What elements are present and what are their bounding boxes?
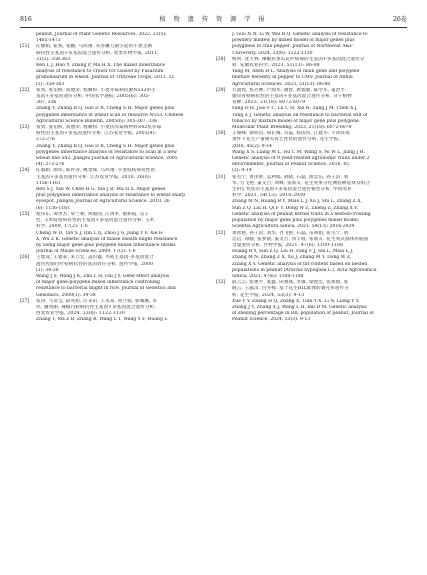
reference-number: [26] [20,255,30,261]
reference-line: 西北农业学报, 2024, 33(6): 1122-1130 [36,311,126,317]
reference-number: [21] [20,44,30,50]
reference-line: 主基因+多基因遗传分析. 江苏农业学报, 2010, 26(6): [36,174,152,180]
reference-line: mixture heredity in pepper to CMV. Journal of Anhui [232,75,353,81]
reference-line: environments. Journal of Peanut Science, 2016, 45 [232,162,350,168]
reference-number: [22] [20,87,30,93]
reference-entry [216,280,405,323]
reference-line: polygenes inheritance of wheat scab in resource N553. Chinese [36,112,184,118]
reference-entry [216,32,405,57]
reference-line: 生料汇性状的主基因+多基因混合遗传模型分析. 中国农业 [232,187,352,193]
reference-line: 王建设, 王建泰, 朱立宏, 盖钧镒. 水稻主基因-多基因混合 [36,255,154,261]
reference-line: 恺. 玉米纹枯病抗性的主基因+多基因混合遗传分析. 玉米 [36,218,155,224]
reference-entry [216,231,405,281]
reference-line: Sun Z Q, Liu H, Qi F Y, Dong W Z, Zheng Z, Zhang X Y. [232,205,359,211]
header-rule [20,27,407,28]
reference-line: wheat line S42. Jiangsu Journal of Agricultural Science, 2005 [36,156,178,162]
reference-line: 方敦煌, 焦芳婵, 卢灿华, 谢智, 唐骏敏, 陈学军, 董治平. [232,87,347,93]
reference-line: 1156-1161 [36,180,61,186]
page-number: 816 [20,16,32,23]
reference-line: 条件下花生产量相关农艺性状的遗传分析. 花生学报, [232,137,341,143]
reference-line: tobacco by mixture model of major gene plus polygene. [232,118,361,124]
reference-line: Zhang M N, Huang B Y, Miao L J, Xu J, Shi L, Zhang Z X, [232,199,362,205]
volume-label: 26卷 [392,16,407,23]
reference-line: (6): 1156-1161 [36,205,71,211]
reference-line: 任丽娟, 霍燕, 张鹏, 马鸿翔. 禾谷镰刀菌引起的小麦茎腐 [36,44,153,50]
reference-line: 薛云云, 张惠平, 张鑫, 田燕燕, 李敏, 梁煌宏, 张加昭, 张 [232,280,349,286]
reference-line: X, Wu Z K. Genetic analysis of maize sheath blight resistance [36,236,178,242]
reference-line: 基因+多基因遗传分析. 中国农学通报, 2005(6): 305- [36,94,150,100]
reference-line: 张勇, 张伯桥, 高德荣, 程顺和. 小麦抗赤霉病材料S42抗赤霉 [36,125,162,131]
reference-entry [20,125,209,168]
reference-line: 王俊峰, 梁明昌, 胡长梅, 宫磊, 程雨彤, 江建华. 不同环境 [232,131,350,137]
reference-line: analysis of resistance to crown rot caused by Fusarium [36,69,164,75]
reference-number: [33] [216,280,226,286]
reference-line: Journal of Maize Sciences, 2009, 17(2): 1-6 [36,249,136,255]
reference-line: Peanut Science, 2024, 53(3): 9-13 [232,317,311,323]
reference-line: polygenes in chili pepper. Journal of Northwest A&F [232,44,353,50]
reference-line: Genetic analysis of peanut kernel traits in a nested-crossing [232,211,371,217]
reference-line: Huang B Y, Sun Z Q, Liu H, Fang F J, Shi L, Miao L J, [232,249,354,255]
reference-line: 科学, 2021, 54(13): 2916-2939 [232,193,306,199]
reference-line: Cheng W D, Tan X J, Qin L Q, Zhou J G, Jiang Y F, Xie H [36,230,163,236]
reference-number: [27] [20,298,30,304]
reference-line: Zhang X Y. Genetic analysis of fat content based on nested [232,261,368,267]
reference-line: Ren L J, Huo Y, Zhang P, Ma H X. The mixed inheritance [36,63,166,69]
reference-line: Zhang M N, Zhang Z X, Xu J, Zhang M Y, Dong W Z, [232,255,352,261]
reference-line: peanut. Journal of Plant Genetic Resources, 2022, 23(5): [36,32,167,37]
reference-line: 忠信, 徐静, 张梦圆, 董文召, 汤丰收, 张新友. 花生果式群体的脂肪 [232,236,369,242]
reference-number: [30] [216,131,226,137]
reference-line: plus polygenes inheritance analysis of resistance to wheat sharp [36,193,186,199]
reference-entry [216,131,405,174]
reference-entry [216,57,405,88]
reference-line: Zhang Y, Zhang B Q, Gao D R, Cheng S H. Major genes plus [36,106,175,112]
reference-entry [216,88,405,131]
reference-line: by using major gene plus polygene mixed inheritance model. [36,242,177,248]
reference-line: powdery mildew by mixed model of major genes plus [232,38,355,44]
reference-line: Wang X S, Liang M L, Hu C M, Wang S, Ni W L, Jiang J H. [232,149,366,155]
running-header [20,15,407,27]
reference-line: 伟, 魏凤丽. 辣椒白粉病抗性主基因+多基因混合遗传分析. [36,304,156,310]
reference-entry [20,44,209,87]
reference-line: 张勇, 张伯桥, 高德荣, 程顺和. 小麦赤霉病抗源N553的主 [36,87,156,93]
reference-line: 31(2): 358-363 [36,56,71,62]
reference-line: 含量遗传分析. 作物学报, 2021, 47(6): 1100-1108 [232,242,343,248]
reference-number: [25] [20,211,30,217]
reference-line: Yang M, Shen H L. Analysis of main gene and polygene [232,69,360,75]
reference-line: (1): 34-38 [36,267,59,273]
reference-line: 晓言, 王露汶, 白冬梅. 基于花生RIL群体的剥壳率遗传分 [232,286,349,292]
reference-line: Fang D H, Jiao F C, Lu C H, Xie H, Zang J M, Chen X J, [232,106,358,112]
reference-line: 张毛宁, 黄泽艳, 孟利娟, 胡晓, 石磊, 淮忠信, 孙子淇, 刘 [232,174,349,180]
reference-line: 黄冰艳, 孙子淇, 刘华, 齐飞艳, 石磊, 苗利娟, 张毛宁, 黄 [232,230,349,236]
reference-number: [32] [216,230,226,236]
reference-line: population by major gene plus polygenes mixed model. [232,218,360,224]
reference-line: 病性的主基因+多基因遗传分析. 江苏农业学报, 2005(4): [36,131,157,137]
reference-line: 科学, 2009, 17(2): 1-6 [36,224,88,230]
reference-entry [20,88,209,125]
reference-number: [28] [216,56,226,62]
reference-line: 病抗性主基因+多基因混合遗传分析. 麦类作物学报, 2011, [36,50,159,56]
reference-line: 2016, 45(2): 9-14 [232,143,272,149]
reference-line: of major gene-polygene mixed inheritance controlling [36,280,161,286]
reference-line: Wang J S, Wang J K, Zhu L H, Gai J Y. Gene effect analysis [36,273,170,279]
reference-line: graminearum in wheat. Journal of Triticeae Crops, 2011, 31 [36,75,175,81]
reference-entry [20,299,209,324]
reference-line: Agricultural Sciences, 2023, 51(13): 86-88 [232,81,331,87]
reference-line: 华, 方飞艳, 董文召, 周峰, 张新友. 花生荚果分化测验种选择及组合 [232,180,371,186]
reference-line: Genomics, 2000(1): 34-38 [36,292,96,298]
reference-line: Tong Z J. Genetic analysis on resistance to bacterial wilt of [232,112,368,118]
reference-line: 程伟东, 谭世杰, 覃兰秋, 周锦国, 江禹奉, 谢和霞, 吴子 [36,211,150,217]
reference-number: [29] [216,87,226,93]
reference-line: 育种, 2023, 21(18): 6072-6079 [232,100,306,106]
reference-entry [216,175,405,231]
reference-line: Scientia Agricultura Sinica, 2021, 54(13): 2916-2939 [232,224,355,230]
reference-line: resistance to bacterial blight in rice. Journal of Genetics and [36,286,176,292]
reference-line: 307, 336 [36,100,57,106]
reference-line: Zhang J Y, Zhang X J, Wang L H, Bai D M. Genetic analysis [232,304,367,310]
reference-line: (2): 358-363 [36,81,65,87]
reference-line: Agricultural Science Bulletin, 2005(6): 305-307, 336 [36,118,158,124]
reference-line: J, Guo N N, Li W, Wei B Q. Genetic analysis of resistance to [232,32,368,37]
reference-number: [31] [216,174,226,180]
journal-title: 植 物 遗 传 资 源 学 报 [159,16,268,23]
reference-line: populations in peanut (Arachis hypogaea L.). Acta Agronomica [232,267,377,273]
reference-line: Sinica, 2021, 47(6): 1100-1108 [232,273,304,279]
reference-line: eyespot. Jiangsu Journal of Agricultural Science, 2010, 26 [36,199,170,205]
reference-column-right [216,32,405,324]
reference-line: Zhang Y, Zhang B Q, Gao D R, Cheng S H. Major genes plus [36,143,175,149]
reference-line: 烟草青枯病抗性的主基因+多基因混合遗传分析. 分子植物 [232,94,352,100]
reference-number: [23] [20,125,30,131]
reference-line: (2): 9-14 [232,168,252,174]
reference-line: 任淑娟, 颜伟, 陈怀谷, 姚金保, 马鸿翔. 小麦纹枯病抗性的 [36,168,156,174]
reference-line: Zhang T, Ma Z B, Zhang R, Wang L T, Wang Y F, Huang L [36,317,168,323]
reference-number: [24] [20,168,30,174]
reference-line: 析. 安徽农业科学, 2023, 51(13): 86-88 [232,63,320,69]
reference-entry [20,212,209,255]
reference-line: Xue Y Y, Zhang H Q, Zhang X, Tian Y X, Li N, Liang Y Y, [232,298,360,304]
reference-line: Ren S J, Yan W, Chen H G, Yao J B, Ma H X. Major genes [36,187,166,193]
reference-line: 遗传控制白叶枯病抗性的基因效应分析. 遗传学报, 2000 [36,261,154,267]
reference-line: 析. 花生学报, 2024, 53(3): 9-13 [232,292,305,298]
reference-entry [20,168,209,211]
reference-line: Molecular Plant Breeding, 2023, 21(18): 6072-6079 [232,125,352,131]
reference-line: 272-276 [36,137,55,143]
reference-column-left [20,32,209,324]
reference-line: Genetic analysis of 9 yield-related agronomic traits under 2 [232,156,370,162]
reference-entry [20,32,209,44]
reference-line: University, 2024, 33(6): 1122-1130 [232,50,313,56]
reference-entry [20,255,209,298]
reference-line: 1465-1473 [36,38,61,44]
reference-line: polygenes inheritance analysis of resistance to scab in a new [36,149,177,155]
reference-line: 杨明, 沈大林. 辣椒抗黄瓜花叶病毒的主基因+多基因混合遗传分 [232,56,365,62]
reference-line: (4): 272-276 [36,162,65,168]
reference-line: 张涛, 马亚宝, 薛兆如, 汪来田, 王永富, 黄立娟, 郭珊珊, 李 [36,298,157,304]
reference-line: of shelling percentage in RIL population of peanut. Journal of [232,311,374,317]
